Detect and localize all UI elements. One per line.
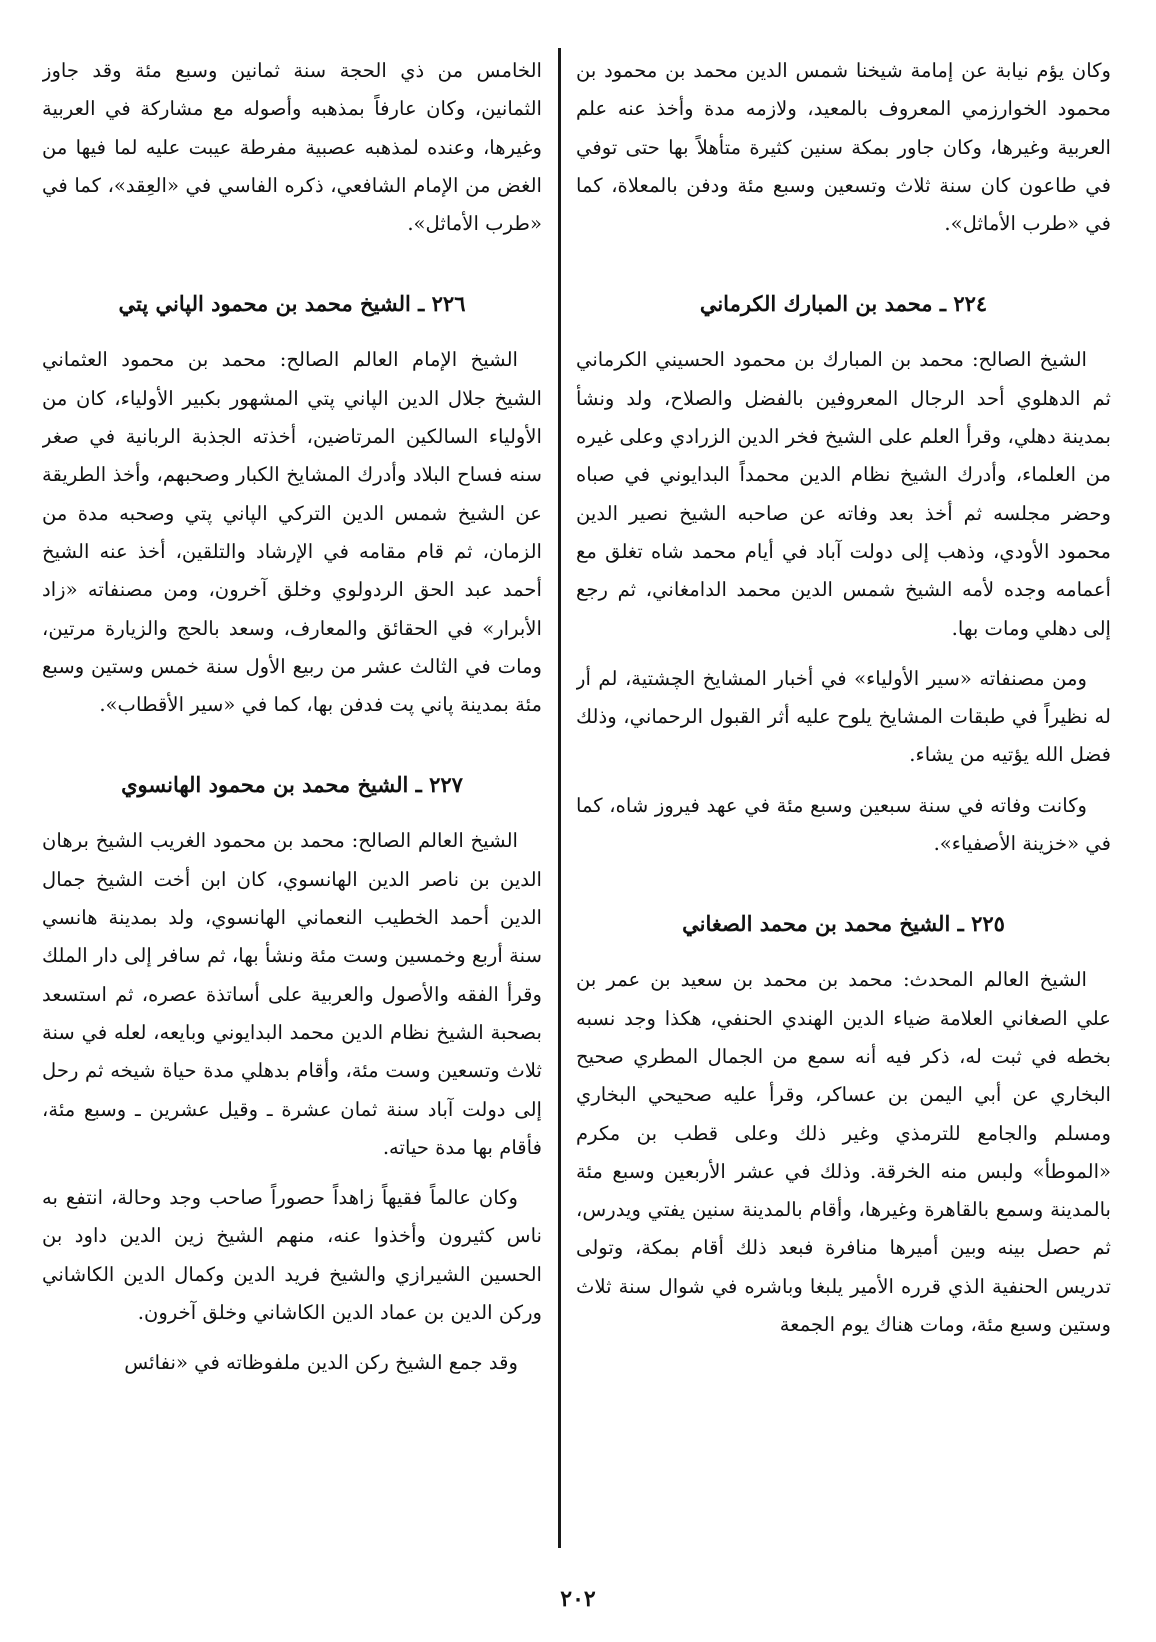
entry-heading-224: ٢٢٤ ـ محمد بن المبارك الكرماني — [699, 291, 988, 317]
paragraph: الشيخ الصالح: محمد بن المبارك بن محمود الحسيني الكرماني ثم الدهلوي أحد الرجال المعروفين بالفضل والصلاح، ولد ونشأ بمدينة دهلي، وقرأ العلم على الشيخ فخر الدين الزرادي وعلى غيره من العلماء، وأدرك الشيخ نظام الدين محمداً البدايوني في صباه وحضر مجلسه ثم أخذ بعد وفاته عن صاحبه الشيخ نصير الدين محمود الأودي، وذهب إلى دولت آباد في أيام محمد شاه تغلق مع أعمامه وجده لأمه الشيخ شمس الدين محمد الدامغاني، ثم رجع إلى دهلي ومات بها. — [576, 348, 1111, 640]
paragraph: الشيخ العالم الصالح: محمد بن محمود الغريب الشيخ برهان الدين بن ناصر الدين الهانسوي، كان ابن أخت الشيخ جمال الدين أحمد الخطيب النعماني الهانسوي، ولد بمدينة هانسي سنة أربع وخمسين وست مئة ونشأ بها، ثم سافر إلى دار الملك وقرأ الفقه والأصول والعربية على أساتذة عصره، ثم استسعد بصحبة الشيخ نظام الدين محمد البدايوني وبايعه، لعله في سنة ثلاث وتسعين وست مئة، وأقام بدهلي مدة حياة شيخه ثم رحل إلى دولت آباد سنة ثمان عشرة ـ وقيل عشرين ـ وسبع مئة، فأقام بها مدة حياته. — [42, 829, 542, 1159]
left-column — [42, 52, 542, 1552]
entry-heading-225: ٢٢٥ ـ الشيخ محمد بن محمد الصغاني — [682, 911, 1005, 937]
paragraph: وكان عالماً فقيهاً زاهداً حصوراً صاحب وجد وحالة، انتفع به ناس كثيرون وأخذوا عنه، منهم الشيخ زين الدين داود بن الحسين الشيرازي والشيخ فريد الدين وكمال الدين الكاشاني وركن الدين بن عماد الدين الكاشاني وخلق آخرون. — [42, 1186, 542, 1325]
paragraph: الشيخ الإمام العالم الصالح: محمد بن محمود العثماني الشيخ جلال الدين الپاني پتي المشهور بكبير الأولياء، كان من الأولياء السالكين المرتاضين، أخذته الجذبة الربانية في صغر سنه فساح البلاد وأدرك المشايخ الكبار وصحبهم، وأخذ الطريقة عن الشيخ شمس الدين التركي الپاني پتي وصحبه مدة من الزمان، ثم قام مقامه في الإرشاد والتلقين، أخذ عنه الشيخ أحمد عبد الحق الردولوي وخلق آخرون، ومن مصنفاته «زاد الأبرار» في الحقائق والمعارف، وسعد بالحج والزيارة مرتين، ومات في الثالث عشر من ربيع الأول سنة خمس وستين وسبع مئة بمدينة پاني پت فدفن بها، كما في «سير الأقطاب». — [42, 348, 542, 717]
paragraph: وكانت وفاته في سنة سبعين وسبع مئة في عهد فيروز شاه، كما في «خزينة الأصفياء». — [576, 793, 1111, 856]
paragraph: وكان يؤم نيابة عن إمامة شيخنا شمس الدين محمد بن محمود بن محمود الخوارزمي المعروف بالمعيد، ولازمه مدة وأخذ عنه علم العربية وغيرها، وكان جاور بمكة سنين كثيرة متأهلاً بها حتى توفي في طاعون كان سنة ثلاث وتسعين وسبع مئة ودفن بالمعلاة، كما في «طرب الأماثل». — [576, 59, 1111, 236]
paragraph: وقد جمع الشيخ ركن الدين ملفوظاته في «نفائس — [124, 1351, 518, 1375]
paragraph: ومن مصنفاته «سير الأولياء» في أخبار المشايخ الچشتية، لم أر له نظيراً في طبقات المشايخ يلوح عليه أثر القبول الرحماني، وذلك فضل الله يؤتيه من يشاء. — [576, 666, 1111, 767]
entry-heading-226: ٢٢٦ ـ الشيخ محمد بن محمود الپاني پتي — [118, 291, 466, 317]
entry-heading-227: ٢٢٧ ـ الشيخ محمد بن محمود الهانسوي — [121, 772, 463, 798]
page-number: ٢٠٢ — [560, 1586, 596, 1612]
column-divider — [558, 48, 561, 1548]
paragraph: الخامس من ذي الحجة سنة ثمانين وسبع مئة وقد جاوز الثمانين، وكان عارفاً بمذهبه وأصوله مع مشاركة في العربية وغيرها، وعنده لمذهبه عصبية مفرطة عيبت عليه لما فيها من الغض من الإمام الشافعي، ذكره الفاسي في «العِقد»، كما في «طرب الأماثل». — [42, 59, 542, 236]
paragraph: الشيخ العالم المحدث: محمد بن محمد بن سعيد بن عمر بن علي الصغاني العلامة ضياء الدين الهندي الحنفي، هكذا وجد نسبه بخطه في ثبت له، ذكر فيه أنه سمع من الجمال المطري صحيح البخاري عن أبي اليمن بن عساكر، وقرأ عليه صحيحي البخاري ومسلم والجامع للترمذي وغير ذلك وعلى قطب بن مكرم «الموطأ» ولبس منه الخرقة. وذلك في عشر الأربعين وسبع مئة بالمدينة وسمع بالقاهرة وغيرها، وأقام بالمدينة سنين يفتي ويدرس، ثم حصل بينه وبين أميرها منافرة فبعد ذلك أقام بمكة، وتولى تدريس الحنفية الذي قرره الأمير يلبغا وباشره في شوال سنة ثلاث وستين وسبع مئة، ومات هناك يوم الجمعة — [576, 968, 1111, 1337]
right-column — [576, 52, 1111, 1552]
